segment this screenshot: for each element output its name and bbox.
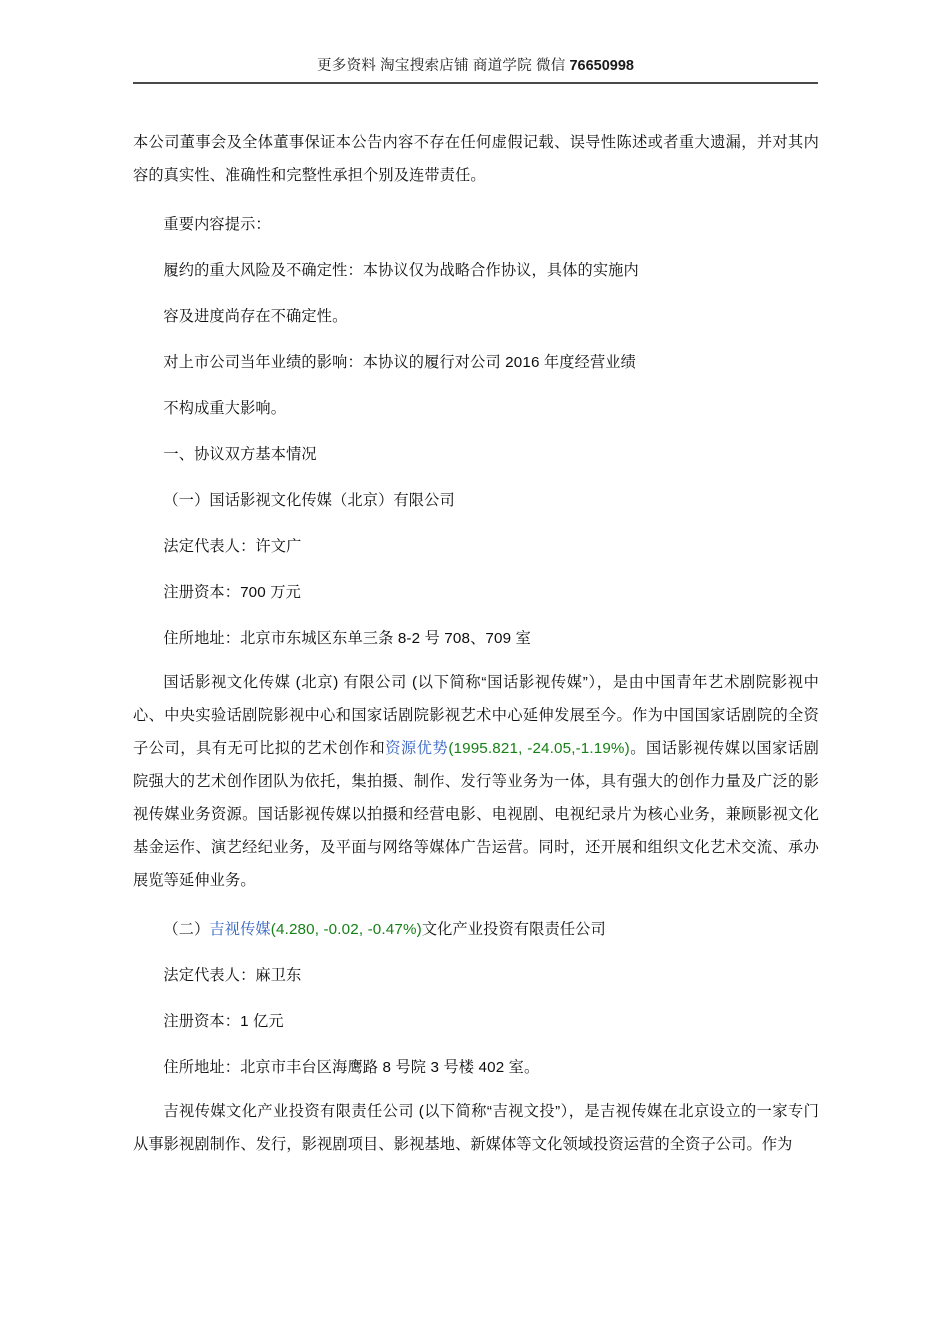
page-header	[133, 56, 818, 92]
party-b-address-value: 北京市丰台区海鹰路 8 号院 3 号楼 402 室。	[240, 1059, 540, 1076]
risk-statement-line-2: 容及进度尚存在不确定性。	[163, 308, 348, 325]
header-wechat-number: 76650998	[569, 58, 634, 74]
jishi-media-stock-quote: (4.280, -0.02, -0.47%)	[270, 921, 422, 938]
performance-impact-line-2: 不构成重大影响。	[163, 400, 287, 417]
party-a-registered-capital	[133, 570, 819, 616]
party-a-address-value: 北京市东城区东单三条 8-2 号 708、709 室	[240, 630, 531, 647]
section-one-title: 一、协议双方基本情况	[163, 446, 317, 463]
party-a-capital-label: 注册资本：	[163, 584, 241, 601]
party-a-legal-representative	[133, 524, 819, 570]
header-watermark-text	[133, 56, 818, 76]
jishi-media-stock-link[interactable]: 吉视传媒	[209, 921, 271, 938]
party-b-heading-suffix: 文化产业投资有限责任公司	[421, 921, 606, 938]
party-b-description: 吉视传媒文化产业投资有限责任公司 (以下简称“吉视文投”），是吉视传媒在北京设立的一家专门从事影视剧制作、发行，影视剧项目、影视基地、新媒体等文化领域投资运营的全资子公司。作为	[133, 1103, 819, 1153]
party-a-legal-rep-value: 许文广	[255, 538, 302, 555]
header-lead-text: 更多资料 淘宝搜索店铺 商道学院 微信	[316, 58, 570, 74]
header-divider-rule	[133, 82, 818, 84]
party-a-description	[133, 666, 819, 897]
party-a-description-part-2: 。国话影视传媒以国家话剧院强大的艺术创作团队为依托，集拍摄、制作、发行等业务为一体，具有强大的创作力量及广泛的影视传媒业务资源。国话影视传媒以拍摄和经营电影、电视剧、电视纪录片为核心业务，兼顾影视文化基金运作、演艺经纪业务，及平面与网络等媒体广告运营。同时，还开展和组织文化艺术交流、承办展览等延伸业务。	[133, 740, 819, 889]
party-a-heading: （一）国话影视文化传媒（北京）有限公司	[163, 492, 455, 509]
party-b-capital-value: 1 亿元	[240, 1013, 284, 1030]
party-a-description-part-1: 国话影视文化传媒 (北京) 有限公司 (以下简称“国话影视传媒”），是由中国青年艺术剧院影视中心、中央实验话剧院影视中心和国家话剧院影视艺术中心延伸发展至今。作为中国国家话剧院的全资子公司，具有无可比拟的艺术创作和	[133, 674, 819, 757]
resource-advantage-stock-quote: (1995.821, -24.05,-1.19%)	[448, 740, 630, 757]
party-b-address-label: 住所地址：	[163, 1059, 241, 1076]
performance-impact-line-1: 对上市公司当年业绩的影响：本协议的履行对公司 2016 年度经营业绩	[163, 354, 636, 371]
party-b-heading-prefix: （二）	[163, 921, 210, 938]
party-a-address	[133, 616, 819, 662]
party-b-legal-rep-value: 麻卫东	[255, 967, 302, 984]
party-a-address-label: 住所地址：	[163, 630, 241, 647]
party-b-registered-capital	[133, 999, 819, 1045]
document-body	[133, 126, 819, 1161]
party-a-legal-rep-label: 法定代表人：	[163, 538, 256, 555]
risk-statement-line-1: 履约的重大风险及不确定性：本协议仅为战略合作协议，具体的实施内	[163, 262, 639, 279]
party-b-legal-rep-label: 法定代表人：	[163, 967, 256, 984]
important-notice-title: 重要内容提示：	[163, 216, 271, 233]
party-a-capital-value: 700 万元	[240, 584, 301, 601]
disclaimer-paragraph: 本公司董事会及全体董事保证本公告内容不存在任何虚假记载、误导性陈述或者重大遗漏，并对其内容的真实性、准确性和完整性承担个别及连带责任。	[133, 134, 819, 184]
party-b-address	[133, 1045, 819, 1091]
party-b-legal-representative	[133, 953, 819, 999]
party-b-heading	[133, 907, 819, 953]
resource-advantage-stock-link[interactable]: 资源优势	[385, 740, 449, 757]
party-b-capital-label: 注册资本：	[163, 1013, 241, 1030]
